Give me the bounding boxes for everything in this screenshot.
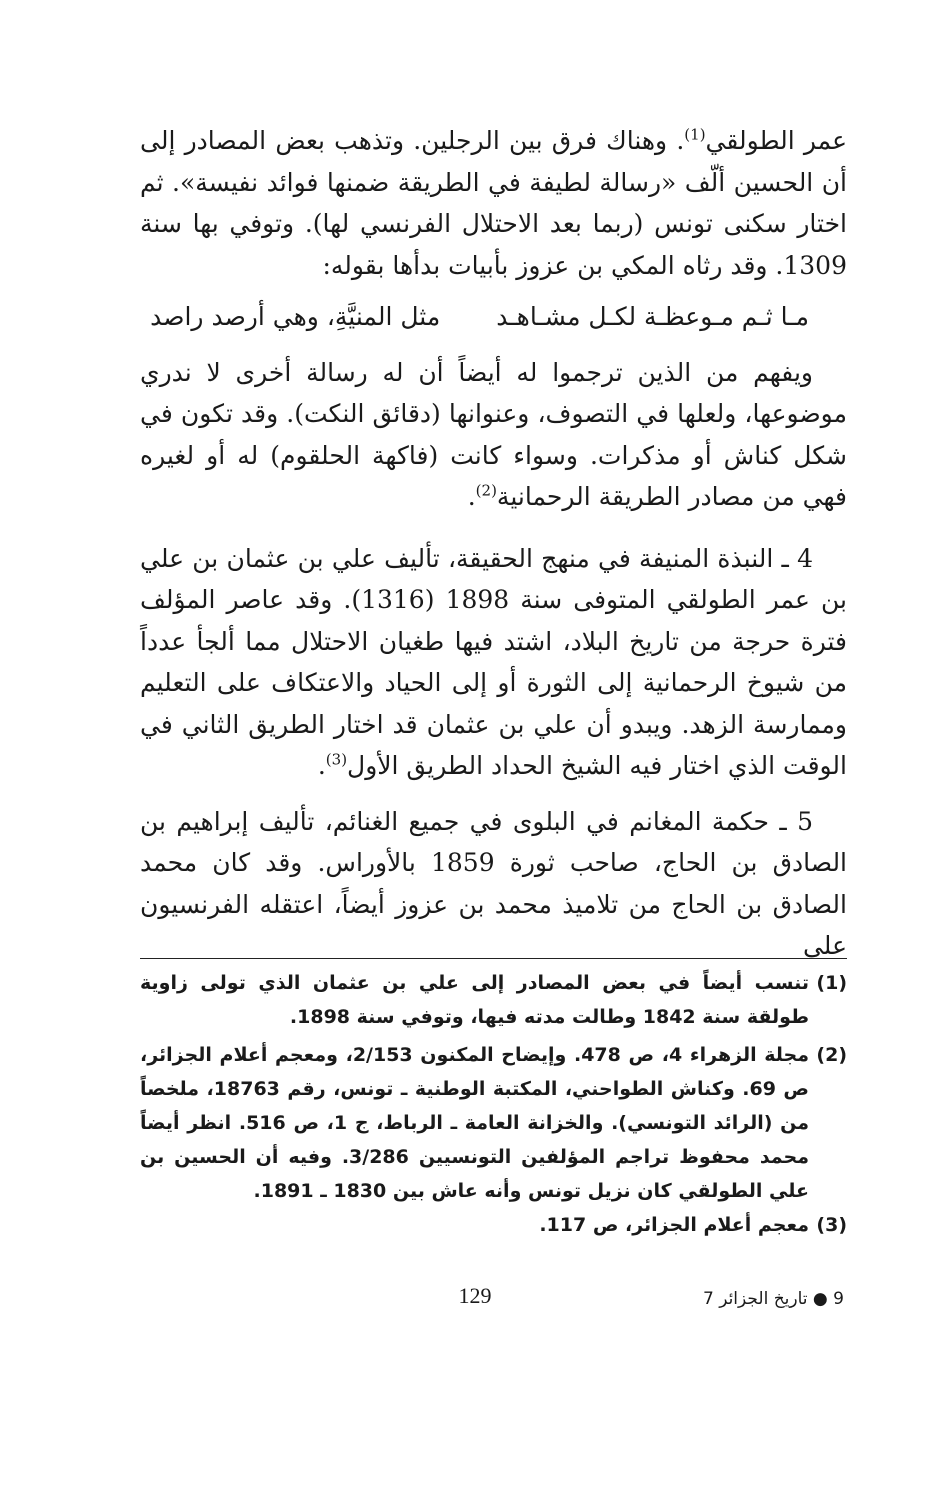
footnote-separator — [140, 958, 847, 959]
footnote-2-text: مجلة الزهراء 4، ص 478. وإيضاح المكنون 2/153، ومعجم أعلام الجزائر، ص 69. وكناش الطواحني، المكتبة الوطنية ـ تونس، رقم 18763، ملخصاً من (الرائد التونسي). والخزانة العامة ـ الرباط، ج 1، ص 516. انظر أيضاً محمد محفوظ تراجم المؤلفين التونسيين 3/286. وفيه أن الحسين بن علي الطولقي كان نزيل تونس وأنه عاش بين 1830 ـ 1891. — [140, 1044, 809, 1202]
footnote-ref-1[interactable]: (1) — [684, 125, 706, 144]
footnote-3-number: (3) — [816, 1214, 847, 1236]
paragraph-3-text: 4 ـ النبذة المنيفة في منهج الحقيقة، تأليف علي بن عثمان بن علي بن عمر الطولقي المتوفى سنة 1898 (1316). وقد عاصر المؤلف فترة حرجة من تاريخ البلاد، اشتد فيها طغيان الاحتلال مما ألجأ عدداً من شيوخ الرحمانية إلى الثورة أو إلى الحياد والاعتكاف على التعليم وممارسة الزهد. ويبدو أن علي بن عثمان قد اختار الطريق الثاني في الوقت الذي اختار فيه الشيخ الحداد الطريق الأول — [140, 543, 848, 780]
paragraph-1-rest: . وهناك فرق بين الرجلين. وتذهب بعض المصادر إلى أن الحسين ألّف «رسالة لطيفة في الطريقة ضمنها فوائد نفيسة». ثم اختار سكنى تونس (ربما بعد الاحتلال الفرنسي لها). وتوفي بها سنة 1309. وقد رثاه المكي بن عزوز بأبيات بدأها بقوله: — [140, 126, 847, 280]
footnote-ref-3[interactable]: (3) — [325, 750, 348, 769]
footnote-1-text: تنسب أيضاً في بعض المصادر إلى علي بن عثمان الذي تولى زاوية طولقة سنة 1842 وطالت مدته فيها، وتوفي سنة 1898. — [140, 972, 809, 1028]
verse-line — [140, 296, 809, 338]
paragraph-3-rest: . — [317, 751, 326, 780]
footnote-3 — [140, 1208, 847, 1242]
verse-second-hemistich: مثل المنيَّةِ، وهي أرصد راصد — [150, 302, 441, 331]
paragraph-2-rest: . — [467, 482, 476, 511]
footnote-2-number: (2) — [816, 1044, 847, 1066]
footnote-ref-2[interactable]: (2) — [475, 481, 497, 500]
main-text — [140, 120, 847, 967]
paragraph-4 — [140, 801, 847, 967]
running-footer: 9 ● تاريخ الجزائر 7 — [702, 1289, 844, 1309]
footnote-1 — [140, 966, 847, 1034]
paragraph-2-text: ويفهم من الذين ترجموا له أيضاً أن له رسالة أخرى لا ندري موضوعها، ولعلها في التصوف، وعنوانها (دقائق النكت). وقد تكون في شكل كناش أو مذكرات. وسواء كانت (فاكهة الحلقوم) له أو لغيره فهي من مصادر الطريقة الرحمانية — [140, 357, 847, 511]
paragraph-1-text: عمر الطولقي — [705, 126, 847, 155]
verse-first-hemistich: مـا ثـم مـوعظـة لكـل مشـاهـد — [496, 302, 809, 331]
footnotes — [140, 966, 847, 1242]
footnote-2 — [140, 1038, 847, 1208]
paragraph-3 — [140, 538, 847, 787]
page-number: 129 — [458, 1283, 492, 1308]
paragraph-2 — [140, 352, 847, 518]
footnote-1-number: (1) — [816, 972, 847, 994]
footnote-3-text: معجم أعلام الجزائر، ص 117. — [539, 1214, 809, 1236]
paragraph-4-text: 5 ـ حكمة المغانم في البلوى في جميع الغنائم، تأليف إبراهيم بن الصادق بن الحاج، صاحب ثورة 1859 بالأوراس. وقد كان محمد الصادق بن الحاج من تلاميذ محمد بن عزوز أيضاً، اعتقله الفرنسيون على — [140, 806, 848, 960]
paragraph-1 — [140, 120, 847, 286]
